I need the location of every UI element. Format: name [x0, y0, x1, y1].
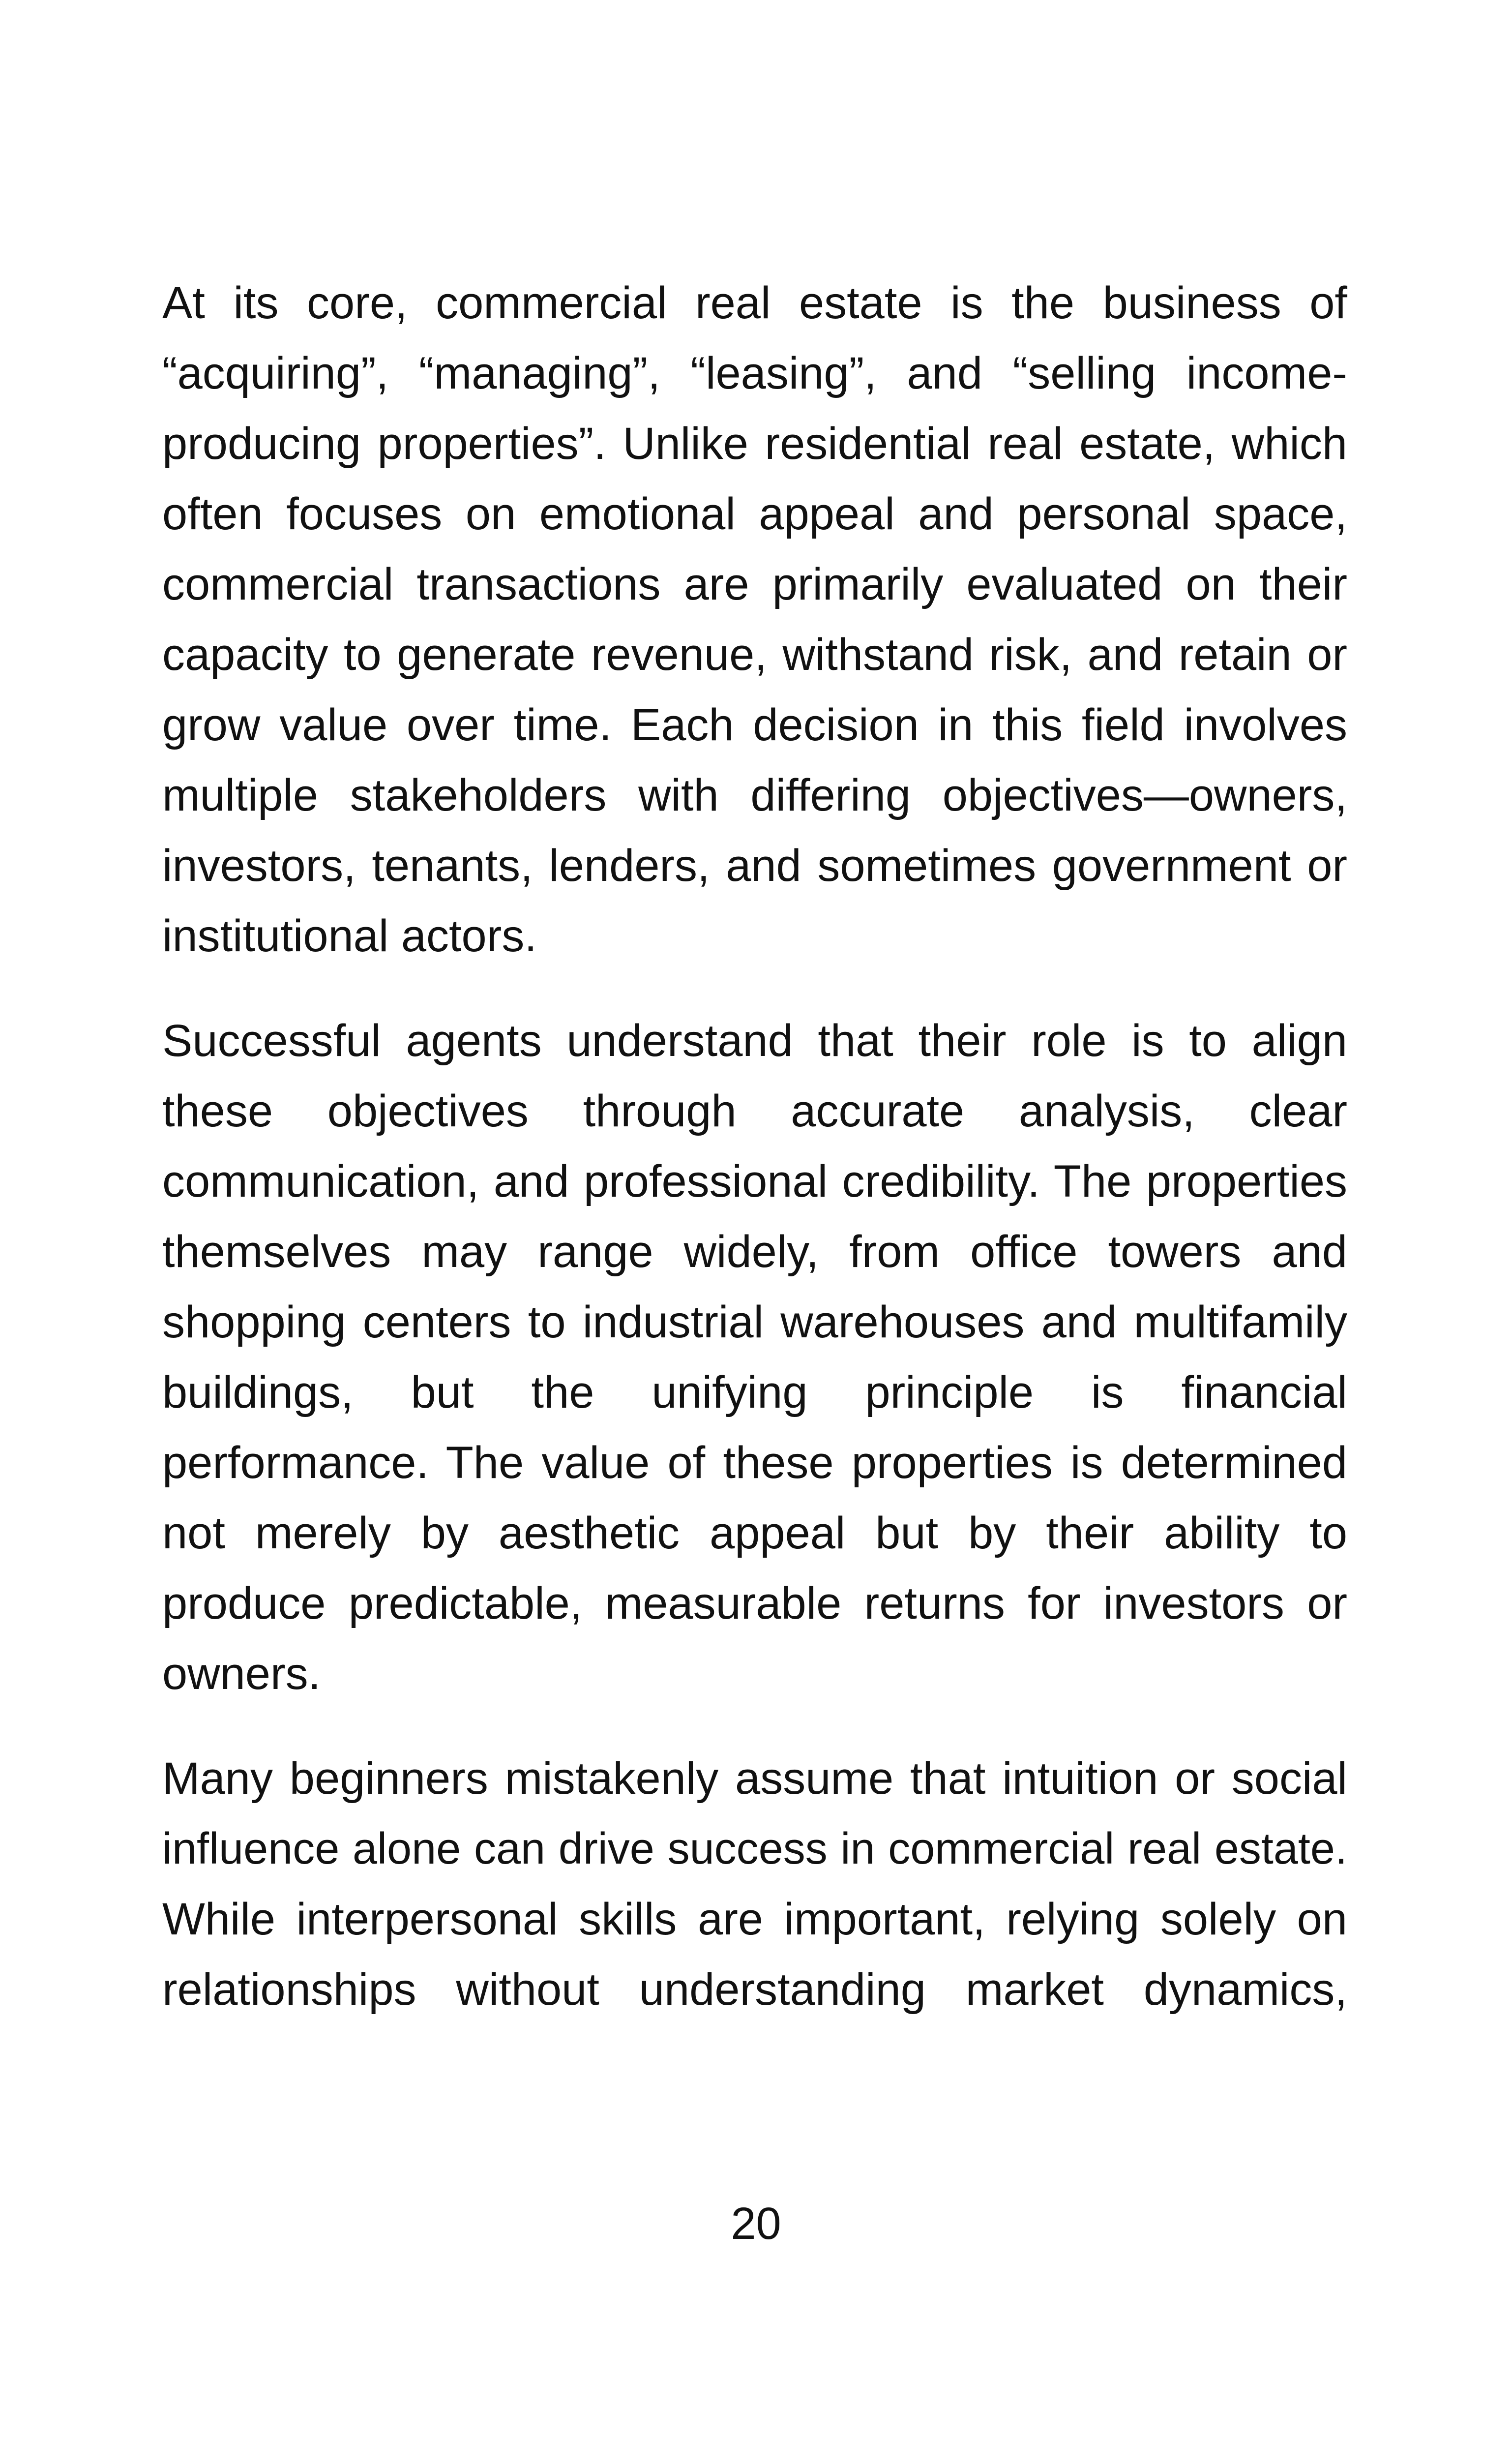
text-line: communication, and professional credibility. The properties [162, 1156, 1347, 1206]
text-line: At its core, commercial real estate is the business of [162, 278, 1347, 328]
text-line: produce predictable, measurable returns for investors or [162, 1578, 1347, 1629]
text-line: performance. The value of these properties is determined [162, 1438, 1347, 1488]
paragraph-1 [162, 268, 1347, 971]
text-line: shopping centers to industrial warehouses and multifamily [162, 1297, 1347, 1347]
text-line: Many beginners mistakenly assume that intuition or social [162, 1753, 1347, 1804]
text-line: influence alone can drive success in commercial real estate. [162, 1824, 1347, 1873]
text-line: “acquiring”, “managing”, “leasing”, and “selling income- [162, 348, 1347, 398]
text-line: themselves may range widely, from office towers and [162, 1227, 1347, 1277]
text-line: relationships without understanding market dynamics, [162, 1964, 1347, 2015]
text-line: grow value over time. Each decision in this field involves [162, 700, 1347, 750]
text-line: not merely by aesthetic appeal but by their ability to [162, 1508, 1347, 1558]
page-number: 20 [731, 2199, 781, 2249]
text-line: Successful agents understand that their role is to align [162, 1016, 1347, 1066]
text-line: commercial transactions are primarily evaluated on their [162, 559, 1347, 609]
text-line: While interpersonal skills are important, relying solely on [162, 1894, 1347, 1944]
text-line: institutional actors. [162, 911, 537, 961]
text-line: owners. [162, 1649, 321, 1699]
text-line: producing properties”. Unlike residential real estate, which [162, 419, 1347, 469]
text-line: these objectives through accurate analysis, clear [162, 1086, 1347, 1136]
text-line: investors, tenants, lenders, and sometimes government or [162, 841, 1347, 891]
text-line: capacity to generate revenue, withstand risk, and retain or [162, 630, 1347, 680]
text-line: multiple stakeholders with differing objectives—owners, [162, 770, 1347, 820]
text-line: often focuses on emotional appeal and personal space, [162, 489, 1347, 539]
text-line: buildings, but the unifying principle is financial [162, 1367, 1347, 1418]
paragraph-3 [162, 1744, 1347, 2025]
paragraph-2 [162, 1006, 1347, 1709]
